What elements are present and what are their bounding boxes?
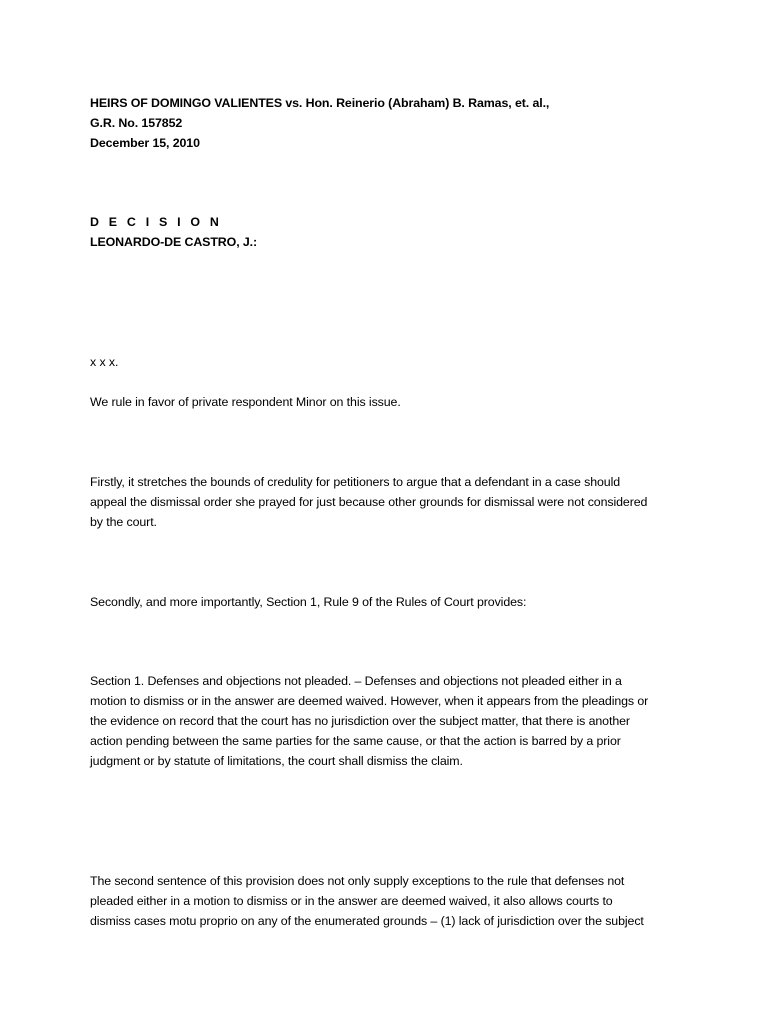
paragraph-firstly: Firstly, it stretches the bounds of credulity for petitioners to argue that a defendant in a case should appeal the dismissal order she prayed for just because other grounds for dismissal were not considered by the court. <box>90 475 648 529</box>
decision-date: December 15, 2010 <box>90 136 200 150</box>
paragraph-ruling: We rule in favor of private respondent Minor on this issue. <box>90 395 401 409</box>
gr-number: G.R. No. 157852 <box>90 116 183 130</box>
paragraph-secondly: Secondly, and more importantly, Section 1, Rule 9 of the Rules of Court provides: <box>90 595 527 609</box>
case-title: HEIRS OF DOMINGO VALIENTES vs. Hon. Reinerio (Abraham) B. Ramas, et. al., <box>90 96 550 110</box>
ponente: LEONARDO-DE CASTRO, J.: <box>90 235 258 249</box>
quoted-rule-section-1: Section 1. Defenses and objections not pleaded. – Defenses and objections not pleaded either in a motion to dismiss or in the answer are deemed waived. However, when it appears from the pleadings or the evidence on record that the court has no jurisdiction over the subject matter, that there is another action pending between the same parties for the same cause, or that the action is barred by a prior judgment or by statute of limitations, the court shall dismiss the claim. <box>90 674 649 768</box>
ellipsis-marker: x x x. <box>90 355 119 369</box>
paragraph-second-sentence: The second sentence of this provision does not only supply exceptions to the rule that defenses not pleaded either in a motion to dismiss or in the answer are deemed waived, it also allows courts to dismiss cases motu proprio on any of the enumerated grounds – (1) lack of jurisdiction over the subject <box>90 874 644 928</box>
decision-heading: D E C I S I O N <box>90 215 222 229</box>
